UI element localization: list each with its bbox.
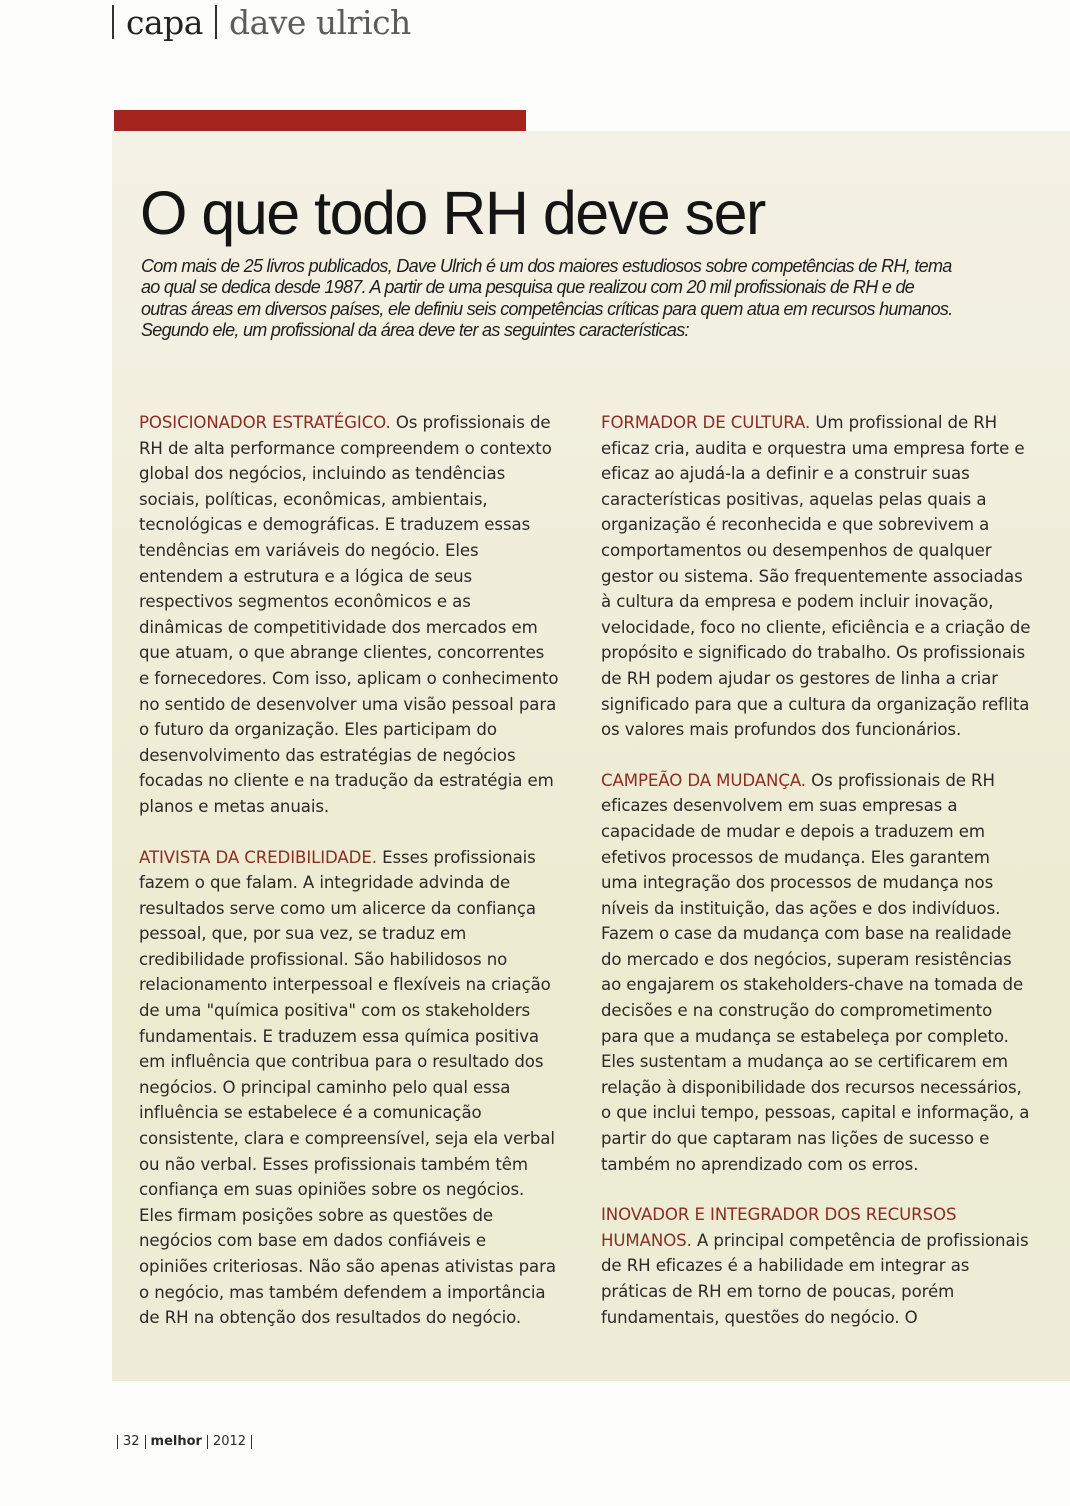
issue-year: 2012 bbox=[212, 1434, 247, 1449]
section-paragraph bbox=[139, 845, 559, 1331]
page-footer bbox=[112, 1434, 257, 1449]
section-text: Os profissionais de RH eficazes desenvolvem em suas empresas a capacidade de mudar e depois a traduzem em efetivos processos de mudança. Eles garantem uma integração dos processos de mudança nos níveis da instituição, das ações e dos indivíduos. Fazem o case da mudança com base na realidade do mercado e dos negócios, superam resistências ao engajarem os stakeholders-chave na tomada de decisões e na construção do comprometimento para que a mudança se estabeleça por completo. Eles sustentam a mudança ao se certificarem em relação à disponibilidade dos recursos necessários, o que inclui tempo, pessoas, capital e informação, a partir do que captaram nas lições de sucesso e também no aprendizado com os erros. bbox=[601, 770, 1030, 1174]
section-paragraph bbox=[601, 410, 1031, 743]
article-column-left bbox=[139, 410, 559, 1356]
section-label: capa bbox=[126, 2, 203, 42]
article-title: O que todo RH deve ser bbox=[140, 179, 765, 247]
footer-divider bbox=[251, 1435, 252, 1449]
footer-divider bbox=[207, 1435, 208, 1449]
footer-divider bbox=[145, 1435, 146, 1449]
section-text: Os profissionais de RH de alta performance compreendem o contexto global dos negócios, incluindo as tendências sociais, políticas, econômicas, ambientais, tecnológicas e demográficas. E traduzem essas tendências em variáveis do negócio. Eles entendem a estrutura e a lógica de seus respectivos segmentos econômicos e as dinâmicas de competitividade dos mercados em que atuam, o que abrange clientes, concorrentes e fornecedores. Com isso, aplicam o conhecimento no sentido de desenvolver uma visão pessoal para o futuro da organização. Eles participam do desenvolvimento das estratégias de negócios focadas no cliente e na tradução da estratégia em planos e metas anuais. bbox=[139, 413, 559, 816]
article-lead: Com mais de 25 livros publicados, Dave Ulrich é um dos maiores estudiosos sobre competências de RH, tema ao qual se dedica desde 1987. A partir de uma pesquisa que realizou com 20 mil profissionais de RH e de outras áreas em diversos países, ele definiu seis competências críticas para quem atua em recursos humanos. Segundo ele, um profissional da área deve ter as seguintes características: bbox=[141, 256, 953, 340]
section-paragraph bbox=[601, 768, 1031, 1178]
header-divider bbox=[215, 5, 217, 39]
section-text: A principal competência de profissionais de RH eficazes é a habilidade em integrar as práticas de RH em torno de poucas, porém fundamentais, questões do negócio. O bbox=[601, 1230, 1029, 1327]
author-label: dave ulrich bbox=[228, 2, 411, 42]
section-heading: FORMADOR DE CULTURA. bbox=[601, 413, 811, 432]
section-text: Um profissional de RH eficaz cria, audita e orquestra uma empresa forte e eficaz ao ajudá-la a definir e a construir suas características positivas, aquelas pelas quais a organização é reconhecida e que sobrevivem a comportamentos ou desempenhos de qualquer gestor ou sistema. São frequentemente associadas à cultura da empresa e podem incluir inovação, velocidade, foco no cliente, eficiência e a criação de propósito e significado do trabalho. Os profissionais de RH podem ajudar os gestores de linha a criar significado para que a cultura da organização reflita os valores mais profundos dos funcionários. bbox=[601, 413, 1031, 740]
magazine-name: melhor bbox=[150, 1434, 202, 1449]
page-number: 32 bbox=[123, 1434, 140, 1449]
section-heading: CAMPEÃO DA MUDANÇA. bbox=[601, 770, 806, 790]
section-heading: INOVADOR E INTEGRADOR DOS RECURSOS HUMANOS. bbox=[601, 1205, 957, 1250]
section-header bbox=[112, 0, 411, 44]
footer-divider bbox=[117, 1435, 118, 1449]
accent-bar bbox=[114, 110, 526, 131]
section-text: Esses profissionais fazem o que falam. A integridade advinda de resultados serve como um alicerce da confiança pessoal, que, por sua vez, se traduz em credibilidade profissional. São habilidosos no relacionamento interpessoal e flexíveis na criação de uma "química positiva" com os stakeholders fundamentais. E traduzem essa química positiva em influência que contribua para o resultado dos negócios. O principal caminho pelo qual essa influência se estabelece é a comunicação consistente, clara e compreensível, seja ela verbal ou não verbal. Esses profissionais também têm confiança em suas opiniões sobre os negócios. Eles firmam posições sobre as questões de negócios com base em dados confiáveis e opiniões criteriosas. Não são apenas ativistas para o negócio, mas também defendem a importância de RH na obtenção dos resultados do negócio. bbox=[139, 847, 556, 1328]
section-paragraph bbox=[139, 410, 559, 820]
section-heading: POSICIONADOR ESTRATÉGICO. bbox=[139, 413, 391, 432]
article-column-right bbox=[601, 410, 1031, 1355]
section-heading: ATIVISTA DA CREDIBILIDADE. bbox=[139, 847, 377, 867]
section-paragraph bbox=[601, 1202, 1031, 1330]
header-divider bbox=[112, 5, 114, 39]
